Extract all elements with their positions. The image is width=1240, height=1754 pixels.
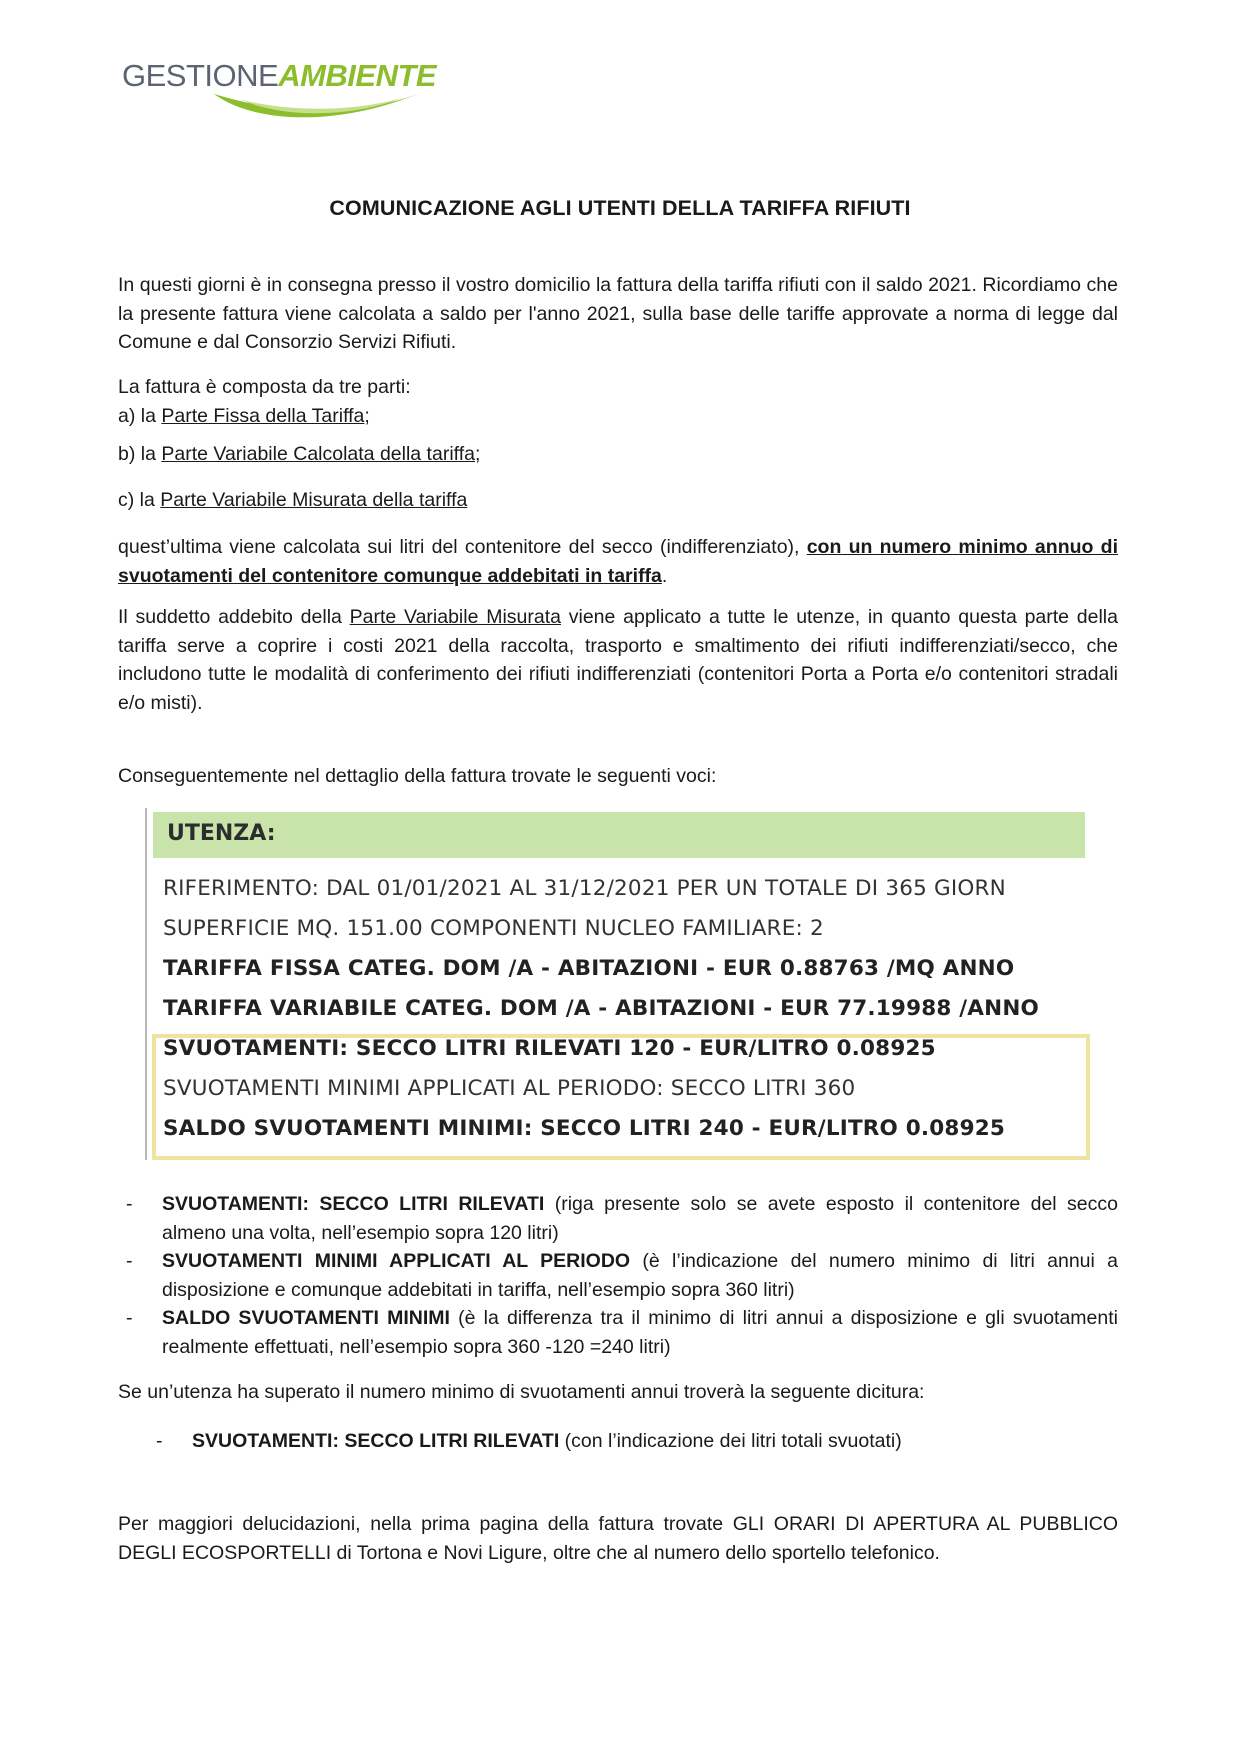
intro-text: In questi giorni è in consegna presso il vostro domicilio la fattura della tariffa rifiuti con il saldo 2021. Ricordiamo che la presente fattura viene calcolata a saldo per l'anno 2021, sulla base delle tariffe approvate a norma di legge dal Comune e dal Consorzio Servizi Rifiuti. [118,274,1118,353]
bullet-dash: - [126,1307,133,1329]
invoice-line-tariffa-fissa: TARIFFA FISSA CATEG. DOM /A - ABITAZIONI - EUR 0.88763 /MQ ANNO [163,956,1015,981]
charge-prefix: Il suddetto addebito della [118,606,350,628]
closing-text: Per maggiori delucidazioni, nella prima pagina della fattura trovate GLI ORARI DI APERTURA AL PUBBLICO DEGLI ECOSPORTELLI di Tortona e Novi Ligure, oltre che al numero dello sportello telefonico. [118,1513,1118,1564]
items-intro [118,762,1118,791]
exceed-list [118,1427,1118,1456]
list-item [118,1304,1118,1361]
exceed-text: Se un’utenza ha superato il numero minimo di svuotamenti annui troverà la seguente dicitura: [118,1381,925,1403]
invoice-line-svuotamenti-minimi: SVUOTAMENTI MINIMI APPLICATI AL PERIODO: SECCO LITRI 360 [163,1076,856,1101]
bullet-term: SVUOTAMENTI: SECCO LITRI RILEVATI [162,1193,545,1215]
part-b-block [118,440,1118,469]
parts-heading: La fattura è composta da tre parti: [118,376,411,398]
part-b [118,440,1118,469]
bullet-text: (con l’indicazione dei litri totali svuotati) [559,1430,902,1452]
excerpt-border [145,808,147,1160]
charge-paragraph [118,603,1118,717]
closing-paragraph [118,1510,1118,1567]
part-c-prefix: c) la [118,489,161,511]
bullet-dash: - [156,1430,163,1452]
invoice-parts [118,373,1118,430]
charge-body: viene applicato a tutte le utenze, in quanto questa parte della tariffa serve a coprire i costi 2021 della raccolta, trasporto e smaltimento dei rifiuti indifferenziati/secco, che includono tutte le modalità di conferimento dei rifiuti indifferenziati (contenitori Porta a Porta e/o contenitori stradali e/o misti). [118,606,1118,714]
part-c-label: Parte Variabile Misurata della tariffa [160,489,468,511]
logo-gestione: GESTIONE [122,58,279,93]
bullet-dash: - [126,1250,133,1272]
charge-text [118,603,1118,717]
measured-emphasis: con un numero minimo annuo di svuotamenti del contenitore comunque addebitati in tariffa [118,536,1118,587]
bullet-term: SALDO SVUOTAMENTI MINIMI [162,1307,450,1329]
part-a-suffix: ; [364,404,370,427]
part-a [118,402,1118,431]
explanation-list [118,1190,1118,1361]
invoice-line-svuotamenti: SVUOTAMENTI: SECCO LITRI RILEVATI 120 - EUR/LITRO 0.08925 [163,1036,936,1061]
bullet-text: (è l’indicazione del numero minimo di litri annui a disposizione e comunque addebitati in tariffa, nell’esempio sopra 360 litri) [162,1250,1118,1301]
list-item [118,1247,1118,1304]
utenza-header-band [153,812,1085,858]
part-c [118,486,1118,515]
invoice-line-tariffa-variabile: TARIFFA VARIABILE CATEG. DOM /A - ABITAZIONI - EUR 77.19988 /ANNO [163,996,1040,1021]
part-b-label: Parte Variabile Calcolata della tariffa [161,443,475,465]
measured-text [118,533,1118,590]
logo-ambiente: AMBIENTE [278,58,437,93]
list-item [118,1427,1118,1456]
measured-body: quest’ultima viene calcolata sui litri del contenitore del secco (indifferenziato), [118,536,807,558]
bullet-term: SVUOTAMENTI MINIMI APPLICATI AL PERIODO [162,1250,631,1272]
page-title: COMUNICAZIONE AGLI UTENTI DELLA TARIFFA RIFIUTI [329,196,911,220]
bullet-term: SVUOTAMENTI: SECCO LITRI RILEVATI [192,1430,560,1452]
exceed-paragraph [118,1378,1118,1407]
bullet-text: (riga presente solo se avete esposto il contenitore del secco almeno una volta, nell’esempio sopra 120 litri) [162,1193,1118,1244]
list-item [118,1190,1118,1247]
intro-paragraph [118,271,1118,357]
items-intro-text: Conseguentemente nel dettaglio della fattura trovate le seguenti voci: [118,765,717,787]
part-c-block [118,486,1118,515]
part-a-prefix: a) la [118,404,162,427]
part-b-prefix: b) la [118,443,162,465]
part-b-suffix: ; [474,443,481,465]
invoice-excerpt [145,808,1093,1163]
measured-paragraph [118,533,1118,590]
gestione-ambiente-logo [122,54,437,124]
part-a-label: Parte Fissa della Tariffa [161,404,365,427]
bullet-dash: - [126,1193,133,1215]
utenza-header: UTENZA: [167,821,276,846]
charge-label: Parte Variabile Misurata [349,606,561,628]
measured-end: . [661,564,668,587]
bullet-text: (è la differenza tra il minimo di litri annui a disposizione e gli svuotamenti realmente effettuati, nell’esempio sopra 360 -120 =240 litri) [162,1307,1118,1358]
invoice-line-saldo: SALDO SVUOTAMENTI MINIMI: SECCO LITRI 240 - EUR/LITRO 0.08925 [163,1116,1006,1141]
invoice-line-superficie: SUPERFICIE MQ. 151.00 COMPONENTI NUCLEO FAMILIARE: 2 [163,916,824,941]
logo-swoosh-icon [212,88,422,124]
invoice-line-riferimento: RIFERIMENTO: DAL 01/01/2021 AL 31/12/2021 PER UN TOTALE DI 365 GIORN [163,876,1006,901]
